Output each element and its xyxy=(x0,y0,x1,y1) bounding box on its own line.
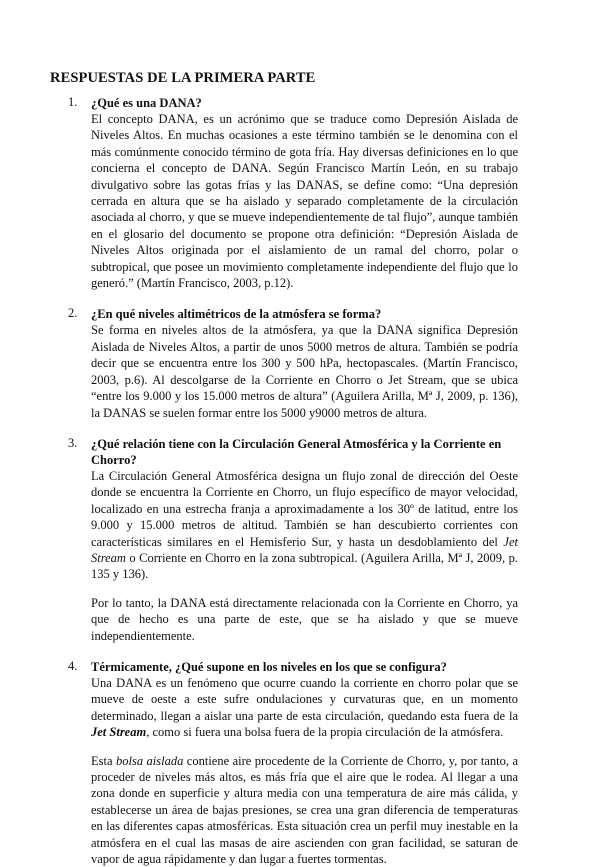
question-4 xyxy=(50,659,518,867)
question-2 xyxy=(50,306,518,420)
question-title: ¿Qué es una DANA? xyxy=(91,96,202,110)
answer-paragraph: Por lo tanto, la DANA está directamente relacionada con la Corriente en Chorro, ya que de hecho es una parte de este, que se ha aislado y que se mueve independientemente. xyxy=(91,595,518,643)
italic-term: bolsa aislada xyxy=(115,753,184,768)
text-run: o Corriente en Chorro en la zona subtropical. (Aguilera Arilla, Mª J, 2009, p. 135 y 136). xyxy=(91,550,518,582)
question-number: 3. xyxy=(68,435,78,450)
text-run: contiene aire procedente de la Corriente de Chorro, y, por tanto, a proceder de niveles más altos, es más fría que el aire que le rodea. Al llegar a una zona donde en superficie y altura media con una temperatura de aire más cálida, y establecerse un área de bajas presiones, se crea una gran diferencia de temperaturas en las diferentes capas atmosféricas. Esta situación crea un perfil muy inestable en la atmósfera en el cual las masas de aire ascienden con gran facilidad, se saturan de vapor de agua rápidamente y dan lugar a fuertes tormentas. xyxy=(91,753,518,867)
text-run: La Circulación General Atmosférica designa un flujo zonal de dirección del Oeste donde se encuentra la Corriente en Chorro, un flujo específico de mayor velocidad, localizado en una estrecha franja a aproximadamente a los 30º de latitud, entre los 9.000 y 15.000 metros de altitud. También se han descubierto corrientes con características similares en el Hemisferio Sur, y hasta un desdoblamiento del xyxy=(91,468,518,549)
page-heading: RESPUESTAS DE LA PRIMERA PARTE xyxy=(50,70,316,86)
question-title: ¿Qué relación tiene con la Circulación General Atmosférica y la Corriente en Chorro? xyxy=(91,436,502,467)
italic-term: Jet Stream xyxy=(91,725,147,740)
questions-list xyxy=(50,95,518,867)
answer-paragraph xyxy=(91,675,518,741)
text-run: Una DANA es un fenómeno que ocurre cuando la corriente en chorro polar que se mueve de oeste a este sufre ondulaciones y curvaturas que, en un momento determinado, llegan a aislar una parte de esta circulación, quedando esta fuera de la xyxy=(91,675,518,723)
text-run: Esta xyxy=(91,753,116,768)
question-number: 1. xyxy=(68,95,78,109)
question-title: ¿En qué niveles altimétricos de la atmósfera se forma? xyxy=(91,307,382,322)
answer-paragraph: El concepto DANA, es un acrónimo que se traduce como Depresión Aislada de Niveles Altos. En muchas ocasiones a este término también se le denomina con el más comúnmente conocido término de gota fría. Hay diversas definiciones en lo que concierna el concepto de DANA. Según Francisco Martín León, en su trabajo divulgativo sobre las gotas frías y las DANAS, se define como: “Una depresión cerrada en altura que se ha aislado y separado completamente de la circulación asociada al chorro, y que se mueve independientemente de tal flujo”, aunque también en el glosario del documento se propone otra definición: “Depresión Aislada de Niveles Altos originada por el aislamiento de un ramal del chorro, polar o subtropical, que posee un movimiento completamente independiente del flujo que lo generó.” (Martín Francisco, 2003, p.12). xyxy=(91,112,518,291)
italic-term: Jet Stream xyxy=(91,534,518,565)
question-number: 2. xyxy=(68,306,78,321)
answer-paragraph: Se forma en niveles altos de la atmósfera, ya que la DANA significa Depresión Aislada de Niveles Altos, a partir de unos 5000 metros de altura. También se podría decir que se encuentra entre los 300 y 500 hPa, hectopascales. (Martín Francisco, 2003, p.6). Al descolgarse de la Corriente en Chorro o Jet Stream, que se ubica “entre los 9.000 y los 15.000 metros de altura” (Aguilera Arilla, Mª J, 2009, p. 136), la DANAS se suelen formar entre los 5000 y9000 metros de altura. xyxy=(91,323,518,420)
question-title: Térmicamente, ¿Qué supone en los niveles en los que se configura? xyxy=(91,659,447,674)
answer-paragraph xyxy=(91,753,518,867)
text-run: , como si fuera una bolsa fuera de la propia circulación de la atmósfera. xyxy=(146,725,504,740)
question-1 xyxy=(50,95,518,291)
question-3 xyxy=(50,436,518,644)
question-number: 4. xyxy=(68,658,78,673)
answer-paragraph xyxy=(91,468,518,583)
